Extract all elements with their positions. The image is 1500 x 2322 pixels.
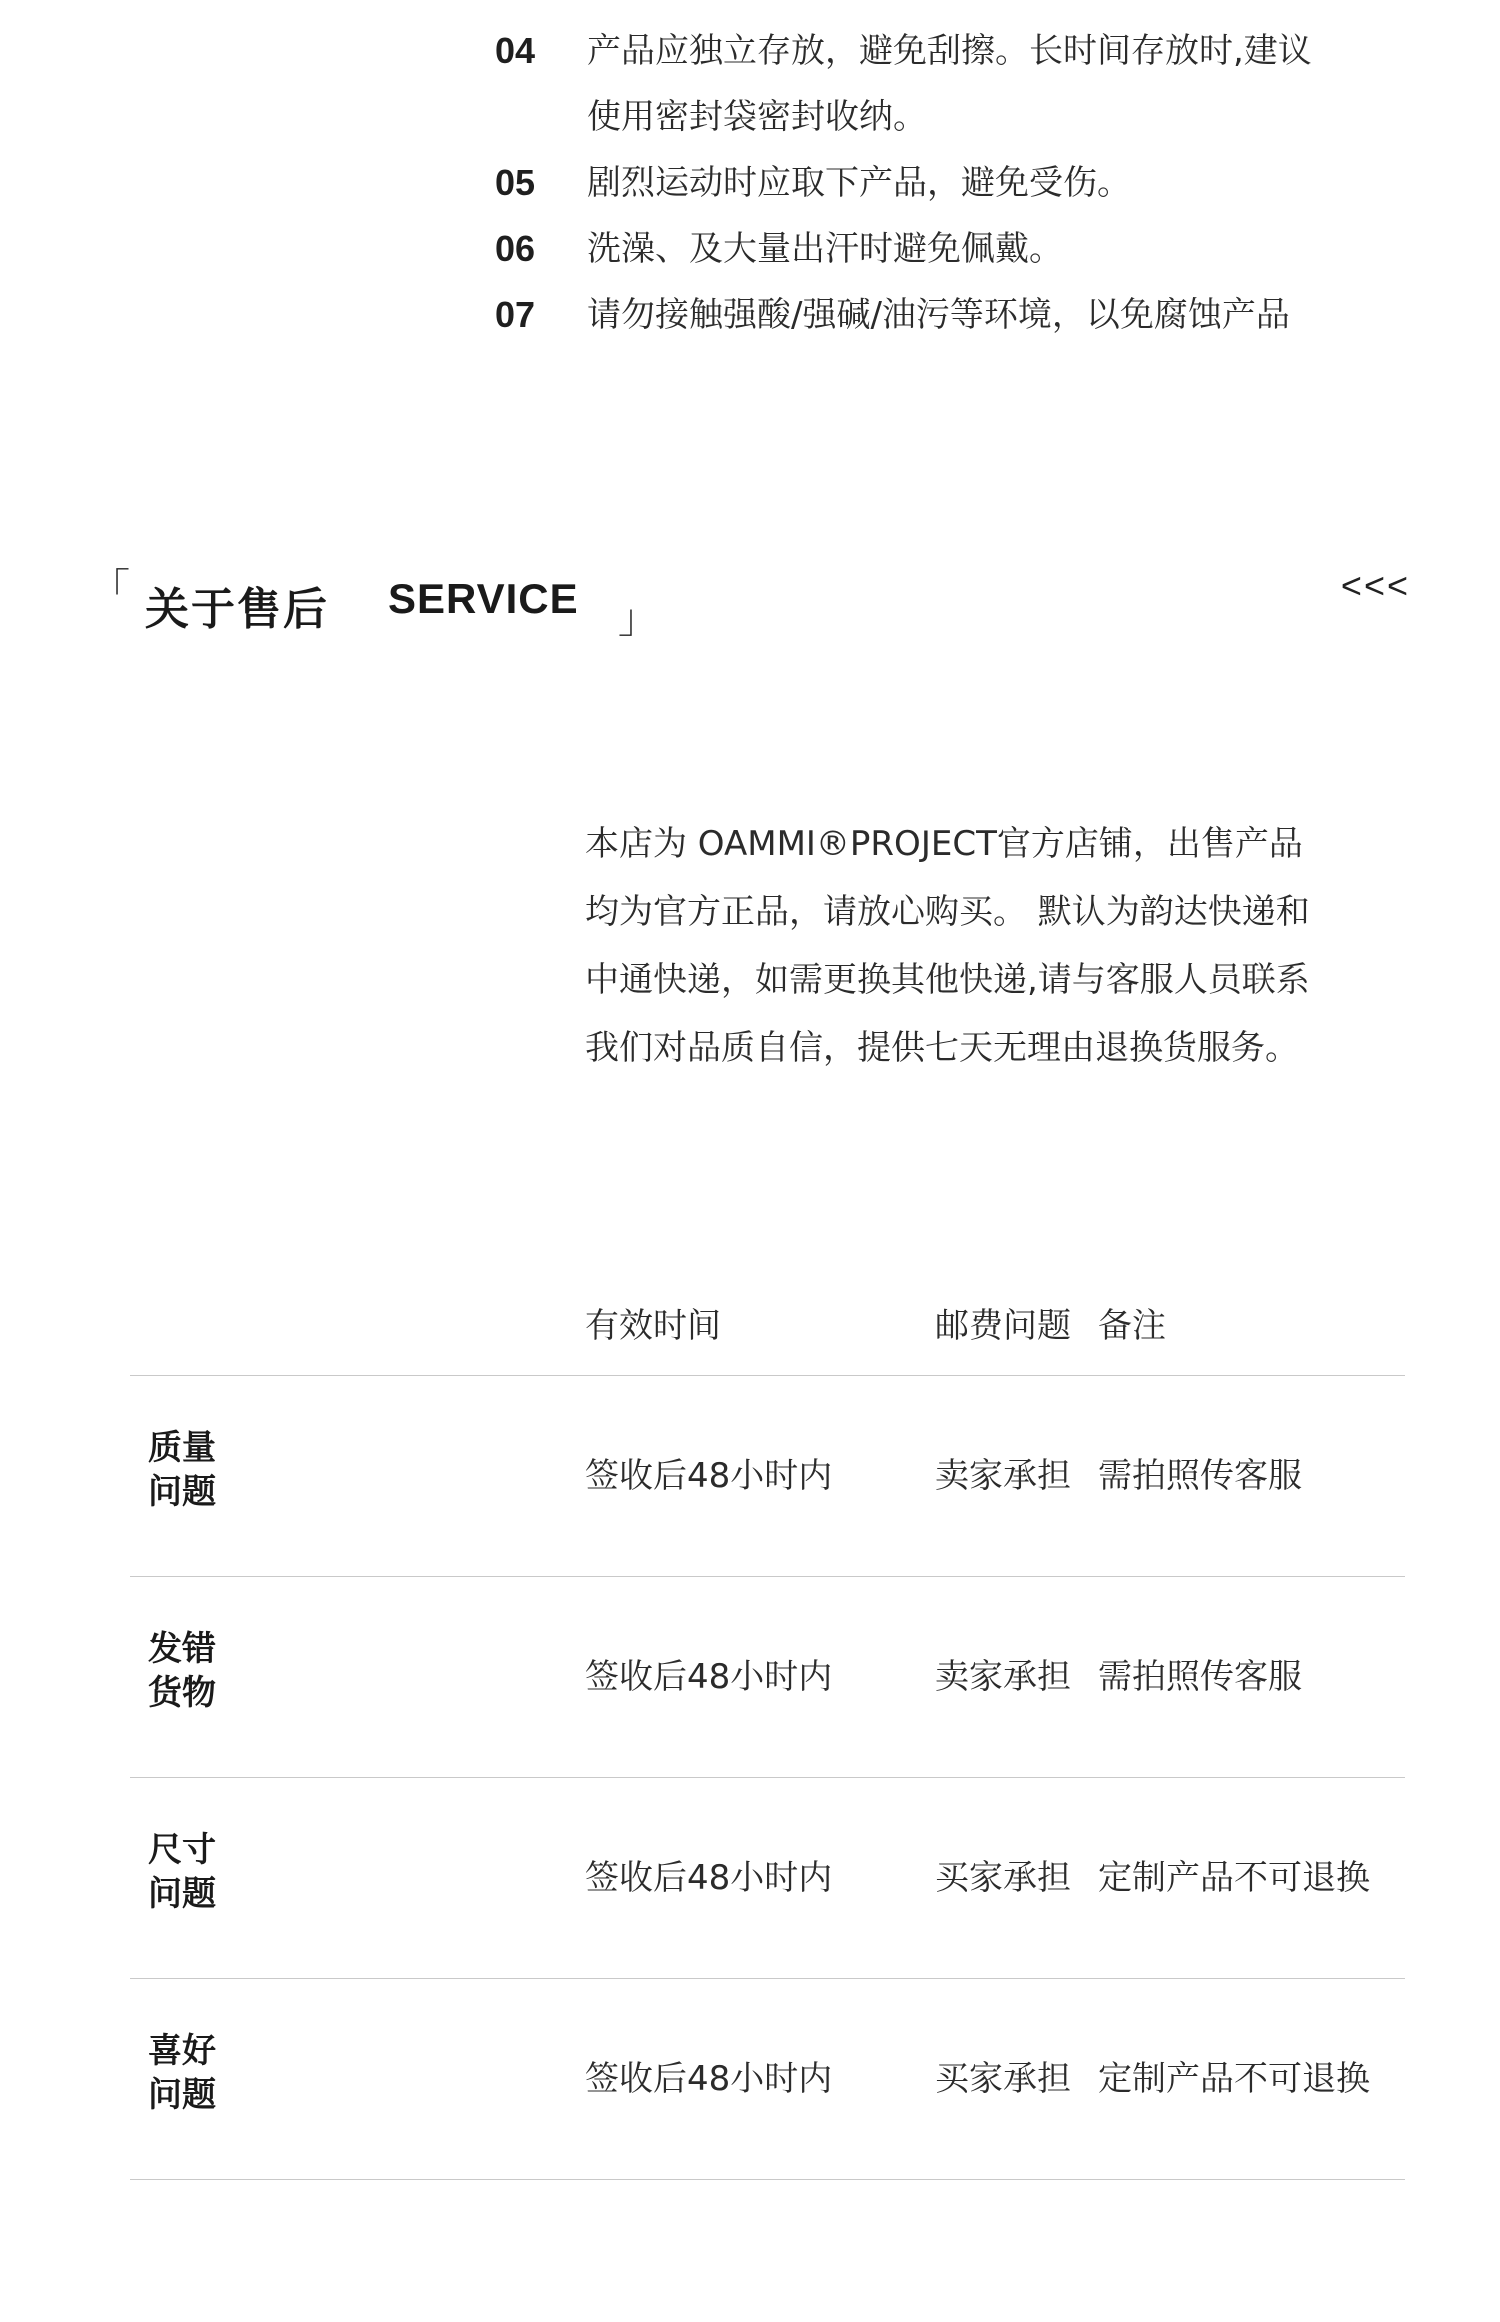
intro-line: 均为官方正品，请放心购买。 默认为韵达快递和 (585, 892, 1310, 932)
more-arrows-icon: <<< (1340, 565, 1410, 606)
intro-line: 我们对品质自信，提供七天无理由退换货服务。 (585, 1028, 1299, 1068)
intro-line: 本店为 OAMMI®PROJECT官方店铺，出售产品 (585, 824, 1303, 864)
care-instructions-list (495, 18, 1415, 348)
service-intro-paragraph (585, 810, 1415, 1082)
service-table (130, 1290, 1405, 2180)
row-shipping: 买家承担 (935, 1858, 1071, 1898)
care-item-text: 洗澡、及大量出汗时避免佩戴。 (587, 229, 1063, 269)
table-row (130, 1376, 1405, 1577)
row-note: 需拍照传客服 (1098, 1456, 1302, 1496)
row-issue-type: 发错 货物 (148, 1629, 216, 1713)
care-item-number: 07 (495, 294, 536, 335)
care-item-text: 请勿接触强酸/强碱/油污等环境，以免腐蚀产品 (587, 295, 1290, 335)
row-valid-time: 签收后48小时内 (585, 2059, 833, 2099)
header-valid-time: 有效时间 (585, 1306, 721, 1346)
care-item (495, 18, 1415, 150)
care-item (495, 216, 1415, 282)
care-item-text: 产品应独立存放，避免刮擦。长时间存放时,建议 使用密封袋密封收纳。 (587, 31, 1312, 137)
bracket-close: 」 (618, 596, 658, 642)
bracket-open: 「 (90, 566, 130, 612)
section-title-cn: 关于售后 (145, 584, 329, 635)
care-item-number: 06 (495, 228, 536, 269)
table-row (130, 1577, 1405, 1778)
row-valid-time: 签收后48小时内 (585, 1858, 833, 1898)
row-shipping: 买家承担 (935, 2059, 1071, 2099)
header-shipping: 邮费问题 (935, 1306, 1071, 1346)
row-valid-time: 签收后48小时内 (585, 1657, 833, 1697)
row-shipping: 卖家承担 (935, 1456, 1071, 1496)
row-note: 需拍照传客服 (1098, 1657, 1302, 1697)
row-shipping: 卖家承担 (935, 1657, 1071, 1697)
row-issue-type: 喜好 问题 (148, 2031, 216, 2115)
row-note: 定制产品不可退换 (1098, 2059, 1370, 2099)
table-row (130, 1778, 1405, 1979)
row-valid-time: 签收后48小时内 (585, 1456, 833, 1496)
row-note: 定制产品不可退换 (1098, 1858, 1370, 1898)
care-item-text: 剧烈运动时应取下产品，避免受伤。 (587, 163, 1131, 203)
care-item-number: 04 (495, 30, 536, 71)
row-issue-type: 尺寸 问题 (148, 1830, 216, 1914)
section-title-en: SERVICE (388, 575, 579, 622)
service-section-header (90, 565, 1410, 642)
table-row (130, 1979, 1405, 2180)
care-item (495, 150, 1415, 216)
table-header-row (130, 1290, 1405, 1376)
care-item (495, 282, 1415, 348)
intro-line: 中通快递，如需更换其他快递,请与客服人员联系 (585, 960, 1310, 1000)
header-note: 备注 (1098, 1306, 1166, 1346)
care-item-number: 05 (495, 162, 536, 203)
row-issue-type: 质量 问题 (148, 1428, 216, 1512)
